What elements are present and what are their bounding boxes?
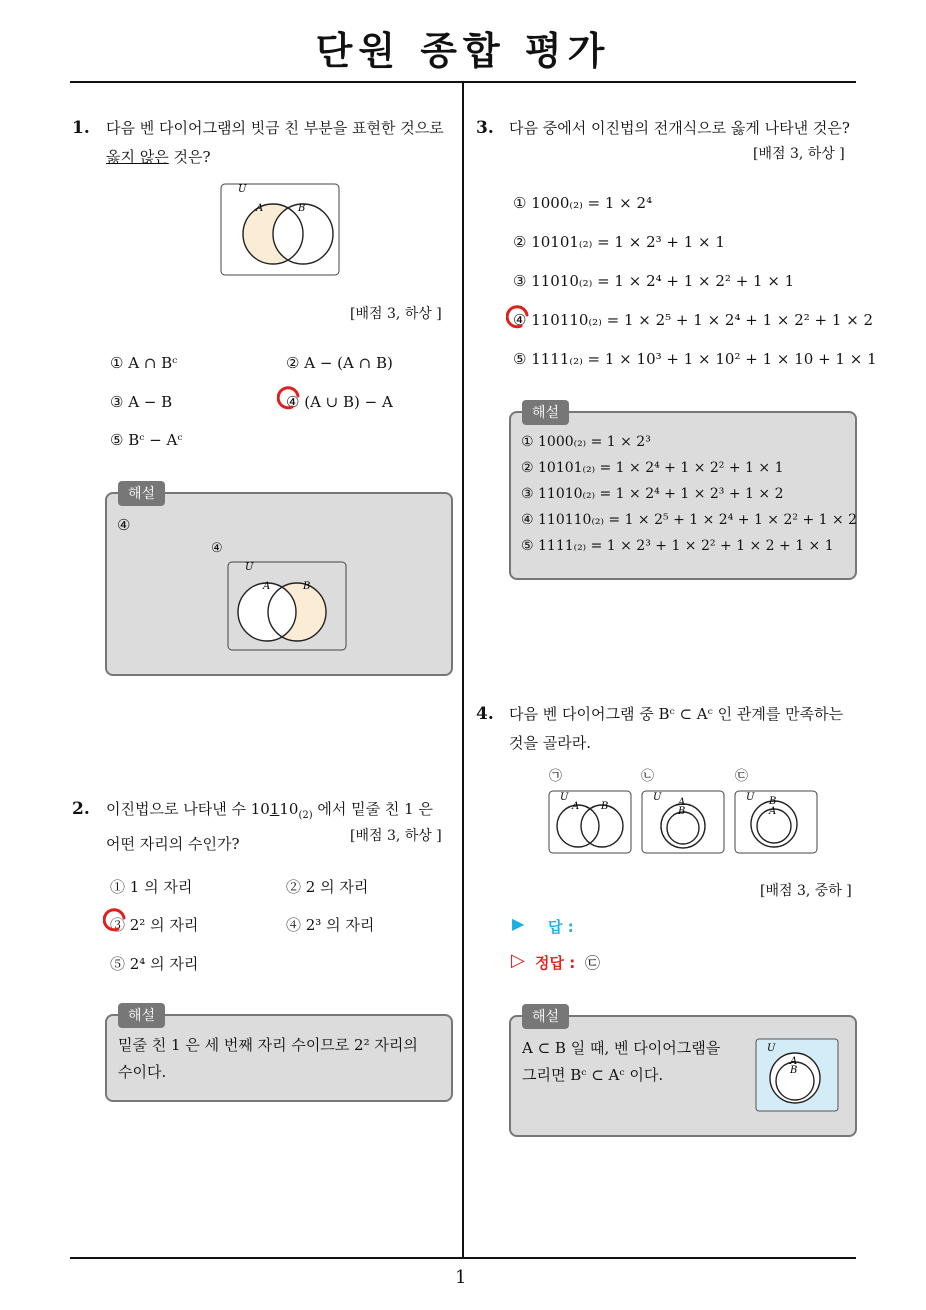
venn-label-a: A: [256, 203, 264, 214]
page-title: 단원 종합 평가: [315, 29, 611, 73]
explanation-tag: 해설: [522, 1004, 569, 1029]
option-4[interactable]: ④ (A ∪ B) − A: [286, 393, 393, 411]
venn-label-b: B: [298, 203, 306, 214]
explanation-answer: ④: [117, 516, 131, 534]
svg-text:U: U: [653, 792, 662, 803]
correct-answer-value: ㉢: [585, 954, 601, 972]
option-4[interactable]: ④ 110110₍₂₎ = 1 × 2⁵ + 1 × 2⁴ + 1 × 2² + 1 × 2: [513, 311, 874, 329]
column-divider: [462, 82, 464, 1259]
explanation-venn-diagram: [227, 561, 347, 651]
score-label: [배점 3, 하상 ]: [350, 306, 442, 322]
score-label: [배점 3, 하상 ]: [350, 828, 442, 844]
option-3[interactable]: ③ 11010₍₂₎ = 1 × 2⁴ + 1 × 2² + 1 × 1: [513, 272, 795, 290]
page-number: 1: [455, 1267, 467, 1288]
option-5[interactable]: ⑤ 1111₍₂₎ = 1 × 10³ + 1 × 10² + 1 × 10 + 1 × 1: [513, 350, 877, 368]
option-1[interactable]: ① 1 의 자리: [110, 878, 193, 896]
option-5[interactable]: ⑤ Bᶜ − Aᶜ: [110, 431, 183, 449]
explanation-text: ① 1000₍₂₎ = 1 × 2³ ② 10101₍₂₎ = 1 × 2⁴ + 1 × 2² + 1 × 1 ③ 11010₍₂₎ = 1 × 2⁴ + 1 × 2³ + 1 × 2 ④ 110110₍₂₎ = 1 × 2⁵ + 1 × 2⁴ + 1 × 2² + 1 × 2 ⑤ 1111₍₂₎ = 1 × 2³ + 1 × 2² + 1 × 2 + 1 × 1: [521, 434, 858, 554]
venn-label-u: U: [245, 562, 254, 573]
question-text: 다음 벤 다이어그램 중 Bᶜ ⊂ Aᶜ 인 관계를 만족하는 것을 골라라.: [509, 705, 844, 752]
play-outline-icon: ▷: [511, 950, 525, 971]
bottom-divider: [70, 1257, 856, 1259]
venn-option-a[interactable]: [548, 790, 632, 854]
venn-label-a: A: [263, 581, 271, 592]
score-label: [배점 3, 하상 ]: [753, 146, 845, 162]
option-3[interactable]: ③ 2² 의 자리: [110, 916, 199, 934]
figure-label-c: ㉢: [735, 769, 749, 784]
option-1[interactable]: ① A ∩ Bᶜ: [110, 354, 178, 372]
question-number: 2.: [72, 799, 90, 819]
option-4[interactable]: ④ 2³ 의 자리: [286, 916, 375, 934]
question-text: 이진법으로 나타낸 수 $10110_{(2)}$ 에서 밑줄 친 1 은 어떤 자리의 수인가?: [106, 800, 433, 853]
question-text: 다음 벤 다이어그램의 빗금 친 부분을 표현한 것으로 옳지 않은 것은?: [106, 119, 444, 166]
question-text: 다음 중에서 이진법의 전개식으로 옳게 나타낸 것은?: [509, 119, 850, 137]
svg-text:A: A: [572, 801, 580, 812]
explanation-tag: 해설: [522, 400, 569, 425]
question-number: 1.: [72, 118, 90, 138]
answer-circle-mark-icon: [277, 386, 301, 410]
explanation-venn-diagram: [755, 1038, 839, 1112]
svg-text:B: B: [790, 1065, 798, 1076]
figure-label-b: ㉡: [641, 769, 655, 784]
explanation-figure-label: ④: [211, 541, 223, 556]
svg-text:U: U: [560, 792, 569, 803]
answer-circle-mark-icon: [103, 908, 127, 932]
correct-answer-label: 정답 :: [535, 954, 576, 972]
question-number: 3.: [476, 118, 494, 138]
option-3[interactable]: ③ A − B: [110, 393, 173, 411]
option-2[interactable]: ② 2 의 자리: [286, 878, 369, 896]
explanation-tag: 해설: [118, 1003, 165, 1028]
explanation-text: 밑줄 친 1 은 세 번째 자리 수이므로 2² 자리의 수이다.: [118, 1036, 418, 1081]
svg-text:B: B: [769, 796, 777, 807]
answer-circle-mark-icon: [506, 305, 530, 329]
option-5[interactable]: ⑤ 2⁴ 의 자리: [110, 955, 199, 973]
venn-option-b[interactable]: [641, 790, 725, 854]
svg-text:U: U: [746, 792, 755, 803]
underlined-text: 옳지 않은: [106, 148, 169, 166]
question-number: 4.: [476, 704, 494, 724]
svg-text:B: B: [601, 801, 609, 812]
svg-text:U: U: [767, 1043, 776, 1054]
answer-label: 답 :: [548, 918, 574, 936]
play-filled-icon: ▶: [512, 914, 525, 933]
score-label: [배점 3, 중하 ]: [760, 883, 852, 899]
svg-text:A: A: [790, 1056, 798, 1067]
option-1[interactable]: ① 1000₍₂₎ = 1 × 2⁴: [513, 194, 653, 212]
venn-label-u: U: [238, 184, 247, 195]
option-2[interactable]: ② A − (A ∩ B): [286, 354, 393, 372]
svg-text:B: B: [678, 806, 686, 817]
explanation-text: A ⊂ B 일 때, 벤 다이어그램을 그리면 Bᶜ ⊂ Aᶜ 이다.: [522, 1039, 721, 1084]
svg-text:A: A: [769, 806, 777, 817]
option-2[interactable]: ② 10101₍₂₎ = 1 × 2³ + 1 × 1: [513, 233, 725, 251]
explanation-tag: 해설: [118, 481, 165, 506]
venn-diagram-figure: [220, 183, 340, 276]
figure-label-a: ㉠: [549, 769, 563, 784]
venn-label-b: B: [303, 581, 311, 592]
venn-option-c[interactable]: [734, 790, 818, 854]
svg-text:A: A: [678, 797, 686, 808]
